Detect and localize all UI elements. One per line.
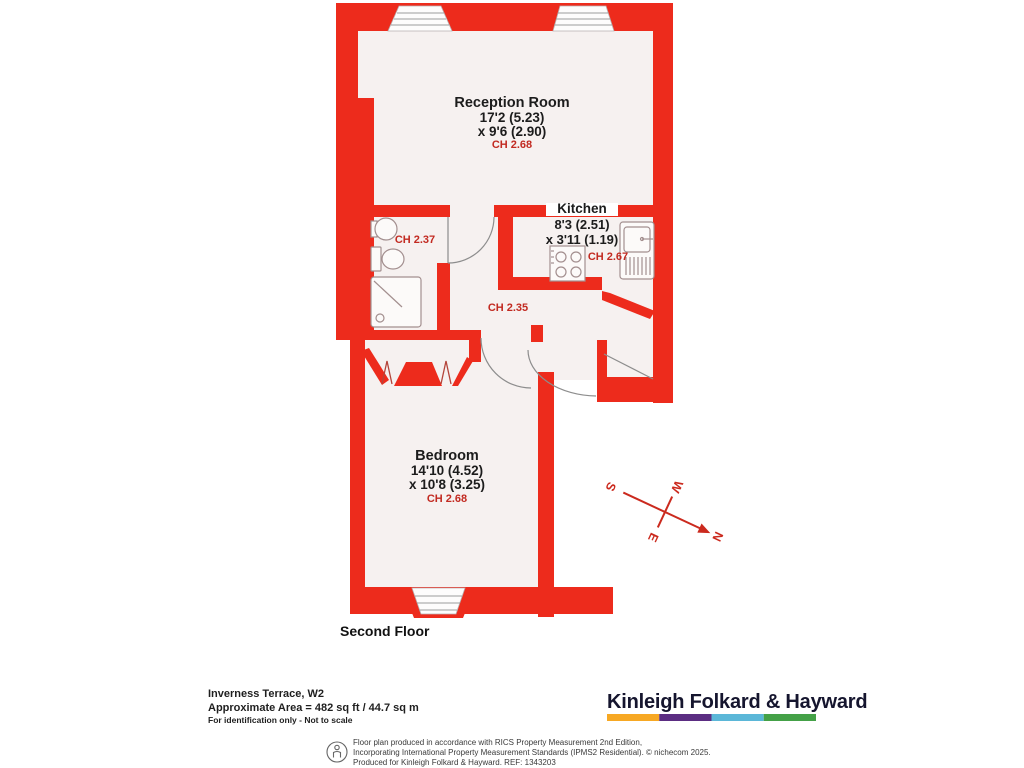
reception-top-wall xyxy=(336,3,673,31)
disclaimer-line1: Floor plan produced in accordance with RICS Property Measurement 2nd Edition, xyxy=(353,738,643,747)
compass-axes xyxy=(616,477,708,544)
kitchen-name: Kitchen xyxy=(557,201,607,216)
bathroom-left-wall xyxy=(336,98,374,340)
compass-icon xyxy=(591,453,739,569)
entrance-stub-wall xyxy=(597,340,607,380)
toilet-icon xyxy=(382,249,404,269)
bedroom-right-wall xyxy=(538,372,554,617)
bedroom-dim1: 14'10 (4.52) xyxy=(410,463,484,478)
bathroom-hall-wall xyxy=(437,263,450,340)
bedroom-door-stub xyxy=(531,325,543,342)
compass-e-label: E xyxy=(645,530,662,545)
brand-bar-orange xyxy=(607,714,659,721)
disclaimer xyxy=(327,738,711,767)
bedroom-ch: CH 2.68 xyxy=(426,493,468,505)
property-address: Inverness Terrace, W2 xyxy=(208,688,324,700)
compass-s-label: S xyxy=(602,479,619,494)
person-icon xyxy=(327,742,347,762)
identification-note: For identification only - Not to scale xyxy=(208,715,353,725)
compass-w-label: W xyxy=(667,478,686,495)
right-outer-wall xyxy=(653,3,673,403)
floor-label: Second Floor xyxy=(340,623,430,639)
bedroom-top-wall xyxy=(350,330,481,340)
reception-room-dim2: x 9'6 (2.90) xyxy=(477,124,547,139)
bedroom-left-wall xyxy=(350,330,365,613)
footer xyxy=(208,688,867,725)
reception-left-wall xyxy=(336,3,358,98)
entrance-bottom-wall xyxy=(597,377,672,402)
brand-bar-purple xyxy=(659,714,711,721)
disclaimer-line3: Produced for Kinleigh Folkard & Hayward. REF: 1343203 xyxy=(353,758,556,767)
kitchen-dim2: x 3'11 (1.19) xyxy=(545,232,619,247)
brand-bar-green xyxy=(764,714,816,721)
hall-ch: CH 2.35 xyxy=(487,302,529,314)
bedroom-bottom-wall xyxy=(350,587,613,614)
kitchen-dim1: 8'3 (2.51) xyxy=(554,217,610,232)
disclaimer-line2: Incorporating International Property Measurement Standards (IPMS2 Residential). © nichecom 2025. xyxy=(353,748,711,757)
brand-color-bar xyxy=(607,714,816,721)
bathroom-ch: CH 2.37 xyxy=(394,234,436,246)
reception-room-name: Reception Room xyxy=(454,95,570,111)
compass-north-arrow xyxy=(697,524,712,538)
compass-n-label: N xyxy=(709,529,726,544)
kitchen-ch: CH 2.67 xyxy=(587,251,629,263)
reception-ch: CH 2.68 xyxy=(491,139,533,151)
reception-bottom-wall-left xyxy=(336,205,450,217)
bedroom-top-wall-stub xyxy=(469,330,481,362)
reception-room-dim1: 17'2 (5.23) xyxy=(479,110,545,125)
brand-logo: Kinleigh Folkard & Hayward xyxy=(607,691,868,713)
approximate-area: Approximate Area = 482 sq ft / 44.7 sq m xyxy=(208,702,419,714)
basin-icon xyxy=(375,218,397,240)
brand-bar-blue xyxy=(712,714,764,721)
toilet-cistern xyxy=(371,247,381,271)
bedroom-name: Bedroom xyxy=(415,448,479,464)
bedroom-dim2: x 10'8 (3.25) xyxy=(408,477,486,492)
